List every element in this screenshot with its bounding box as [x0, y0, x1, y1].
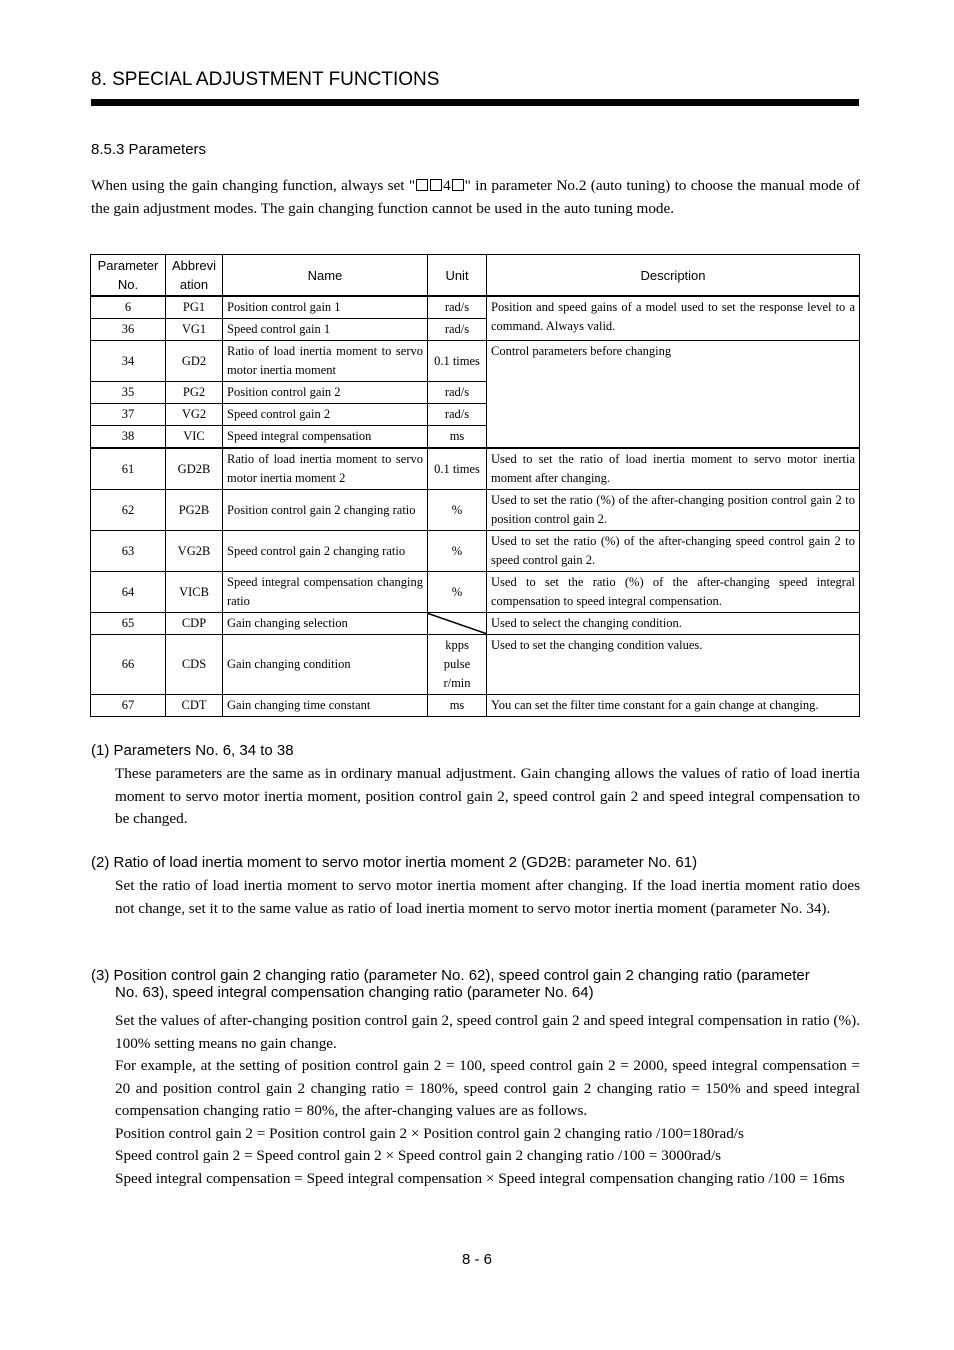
cell-abbreviation: VICB [166, 572, 223, 613]
item-1-heading: (1) Parameters No. 6, 34 to 38 [91, 742, 294, 759]
table-row [91, 296, 860, 319]
table-row [91, 635, 860, 695]
cell-description: Used to set the ratio (%) of the after-changing position control gain 2 to position control gain 2. [487, 490, 860, 531]
parameter-table [90, 254, 860, 717]
table-row [91, 613, 860, 635]
cell-param-no: 6 [91, 296, 166, 319]
cell-abbreviation: VG1 [166, 319, 223, 341]
cell-unit: rad/s [428, 319, 487, 341]
cell-name: Ratio of load inertia moment to servo motor inertia moment [223, 341, 428, 382]
cell-abbreviation: VG2B [166, 531, 223, 572]
table-row [91, 448, 860, 490]
table-row [91, 695, 860, 717]
cell-param-no: 63 [91, 531, 166, 572]
cell-description: Used to set the ratio of load inertia moment to servo motor inertia moment after changing. [487, 448, 860, 490]
cell-unit: % [428, 572, 487, 613]
cell-unit: rad/s [428, 296, 487, 319]
cell-abbreviation: PG2 [166, 382, 223, 404]
header-description: Description [487, 255, 860, 297]
cell-abbreviation: PG1 [166, 296, 223, 319]
header-param-no: Parameter No. [91, 255, 166, 297]
placeholder-box-icon [452, 179, 464, 191]
diagonal-line-icon [428, 613, 486, 634]
cell-unit: 0.1 times [428, 448, 487, 490]
cell-name: Gain changing condition [223, 635, 428, 695]
cell-param-no: 61 [91, 448, 166, 490]
table-row [91, 341, 860, 382]
cell-param-no: 36 [91, 319, 166, 341]
cell-param-no: 62 [91, 490, 166, 531]
cell-name: Speed integral compensation changing ratio [223, 572, 428, 613]
cell-unit: ms [428, 426, 487, 449]
cell-param-no: 67 [91, 695, 166, 717]
cell-description: Used to select the changing condition. [487, 613, 860, 635]
header-unit: Unit [428, 255, 487, 297]
item-3-heading-line2: No. 63), speed integral compensation changing ratio (parameter No. 64) [115, 984, 594, 1001]
header-name: Name [223, 255, 428, 297]
table-header-row [91, 255, 860, 297]
item-3-formula1: Position control gain 2 = Position control gain 2 × Position control gain 2 changing ratio /100=180rad/s [115, 1124, 744, 1142]
table-row [91, 490, 860, 531]
cell-name: Speed integral compensation [223, 426, 428, 449]
cell-name: Speed control gain 2 [223, 404, 428, 426]
cell-name: Ratio of load inertia moment to servo motor inertia moment 2 [223, 448, 428, 490]
cell-unit: % [428, 531, 487, 572]
intro-text-before: When using the gain changing function, always set " [91, 177, 416, 194]
cell-description: You can set the filter time constant for a gain change at changing. [487, 695, 860, 717]
cell-abbreviation: CDS [166, 635, 223, 695]
cell-param-no: 34 [91, 341, 166, 382]
cell-name: Position control gain 1 [223, 296, 428, 319]
cell-description: Used to set the changing condition values. [487, 635, 860, 695]
cell-name: Gain changing selection [223, 613, 428, 635]
item-3-formula3: Speed integral compensation = Speed integral compensation × Speed integral compensation changing ratio /100 = 16ms [115, 1169, 845, 1187]
cell-description: Used to set the ratio (%) of the after-changing speed integral compensation to speed integral compensation. [487, 572, 860, 613]
cell-abbreviation: GD2B [166, 448, 223, 490]
header-abbreviation: Abbrevi ation [166, 255, 223, 297]
cell-param-no: 38 [91, 426, 166, 449]
item-2-body: Set the ratio of load inertia moment to servo motor inertia moment after changing. If the load inertia moment ratio does not change, set it to the same value as ratio of load inertia moment to servo motor inertia moment (parameter No. 34). [115, 877, 860, 917]
cell-name: Position control gain 2 changing ratio [223, 490, 428, 531]
cell-name: Gain changing time constant [223, 695, 428, 717]
cell-unit: % [428, 490, 487, 531]
cell-param-no: 35 [91, 382, 166, 404]
cell-unit: ms [428, 695, 487, 717]
table-row [91, 531, 860, 572]
table-row [91, 572, 860, 613]
intro-text-after: " in parameter No.2 (auto tuning) to choose the manual mode of the gain adjustment modes. The gain changing function cannot be used in the auto tuning mode. [91, 177, 861, 217]
item-2-heading: (2) Ratio of load inertia moment to servo motor inertia moment 2 (GD2B: parameter No. 61) [91, 854, 698, 871]
item-3-para2: For example, at the setting of position control gain 2 = 100, speed control gain 2 = 2000, speed integral compensation = 20 and position control gain 2 changing ratio = 180%, speed control gain 2 changing ratio = 150% and speed integral compensation changing ratio = 80%, the after-changing values are as follows. [115, 1057, 860, 1119]
cell-abbreviation: VG2 [166, 404, 223, 426]
page-number: 8 - 6 [461, 1251, 492, 1268]
intro-paragraph [91, 175, 860, 220]
cell-description: Used to set the ratio (%) of the after-changing speed control gain 2 to speed control gain 2. [487, 531, 860, 572]
chapter-title: 8. SPECIAL ADJUSTMENT FUNCTIONS [91, 69, 440, 90]
item-3-formula2: Speed control gain 2 = Speed control gain 2 × Speed control gain 2 changing ratio /100 = 3000rad/s [115, 1147, 722, 1164]
section-title: 8.5.3 Parameters [91, 141, 207, 158]
cell-param-no: 66 [91, 635, 166, 695]
cell-description: Control parameters before changing [487, 341, 860, 449]
cell-unit: rad/s [428, 382, 487, 404]
intro-code-digit: 4 [443, 177, 451, 194]
cell-unit-none [428, 613, 487, 635]
cell-param-no: 37 [91, 404, 166, 426]
cell-unit: 0.1 times [428, 341, 487, 382]
item-3-body [115, 1010, 860, 1190]
cell-abbreviation: CDT [166, 695, 223, 717]
cell-unit: rad/s [428, 404, 487, 426]
cell-abbreviation: VIC [166, 426, 223, 449]
placeholder-box-icon [416, 179, 428, 191]
cell-name: Position control gain 2 [223, 382, 428, 404]
cell-unit: kpps pulse r/min [428, 635, 487, 695]
cell-name: Speed control gain 2 changing ratio [223, 531, 428, 572]
header-rule [91, 99, 859, 106]
cell-abbreviation: CDP [166, 613, 223, 635]
cell-abbreviation: GD2 [166, 341, 223, 382]
cell-description: Position and speed gains of a model used to set the response level to a command. Always valid. [487, 296, 860, 341]
item-3-para1: Set the values of after-changing position control gain 2, speed control gain 2 and speed integral compensation in ratio (%). 100% setting means no gain change. [115, 1012, 860, 1052]
item-3-heading [91, 967, 810, 1001]
cell-name: Speed control gain 1 [223, 319, 428, 341]
placeholder-box-icon [430, 179, 442, 191]
item-3-heading-line1: (3) Position control gain 2 changing ratio (parameter No. 62), speed control gain 2 changing ratio (parameter [91, 967, 810, 984]
item-1-body: These parameters are the same as in ordinary manual adjustment. Gain changing allows the values of ratio of load inertia moment to servo motor inertia moment, position control gain 2, speed control gain 2 and speed integral compensation to be changed. [115, 765, 860, 827]
cell-abbreviation: PG2B [166, 490, 223, 531]
cell-param-no: 65 [91, 613, 166, 635]
cell-param-no: 64 [91, 572, 166, 613]
